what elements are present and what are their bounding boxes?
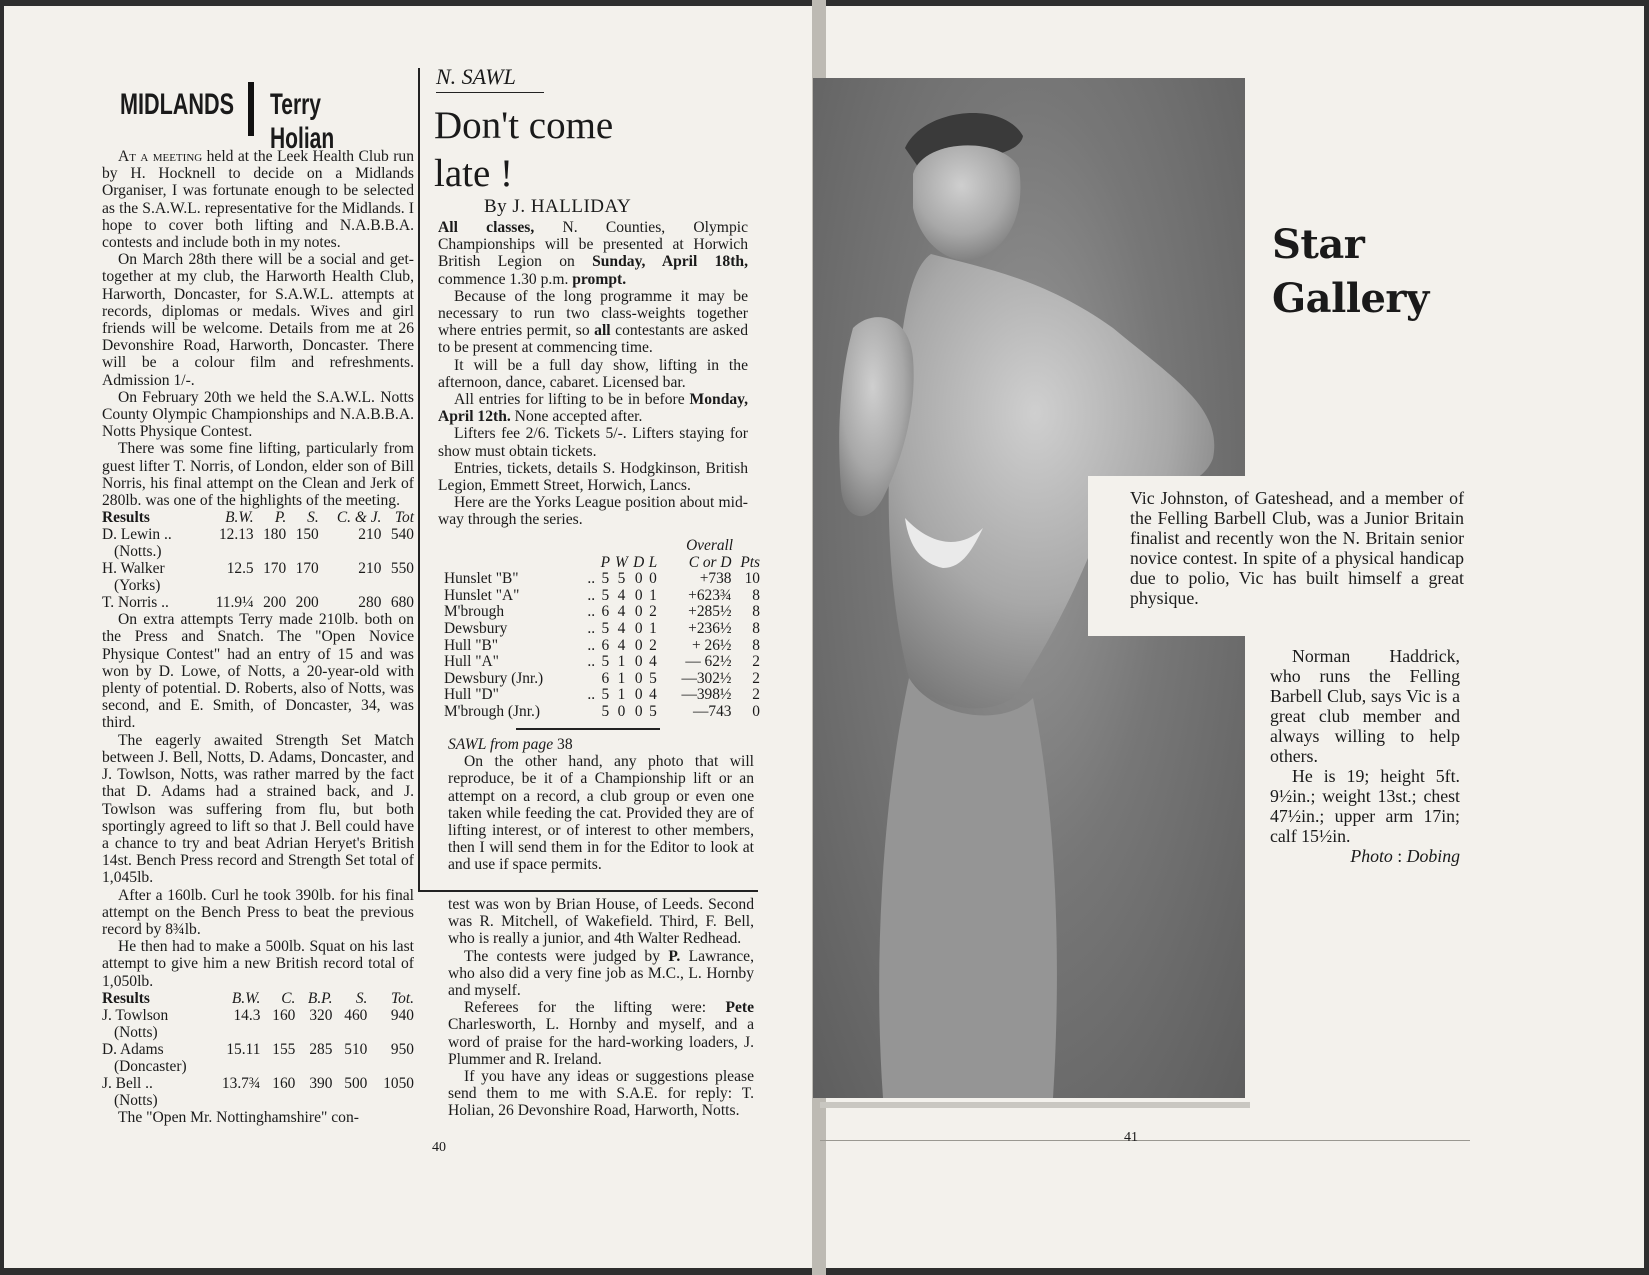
- league-row: Hull "A" .. 5 1 0 4 — 62½ 2: [444, 653, 760, 671]
- page-number: 40: [432, 1140, 446, 1155]
- table-row: H. Walker 12.5 170 170 210 550: [102, 560, 414, 578]
- nsawl-p6: Entries, tickets, details S. Hodgkinson, British Legion, Emmett Street, Horwich, Lancs.: [438, 459, 748, 495]
- nsawl-p4: All entries for lifting to be in before Monday, April 12th. None accepted after.: [438, 391, 748, 426]
- nsawl-p3: It will be a full day show, lifting in the afternoon, dance, cabaret. Licensed bar.: [438, 356, 748, 391]
- cont-p1: test was won by Brian House, of Leeds. Second was R. Mitchell, of Wakefield. Third, F. Bell, who is really a junior, and 4th Walter Redhead.: [448, 896, 754, 948]
- cont-p4: If you have any ideas or suggestions please send them to me with S.A.E. for reply: T. Holian, 26 Devonshire Road, Harworth, Notts.: [448, 1068, 754, 1120]
- midlands-p4: There was some fine lifting, particularly from guest lifter T. Norris, of London, elder son of Bill Norris, his final attempt on the Clean and Jerk of 280lb. was one of the highlights of the meeting.: [102, 440, 414, 510]
- table-row-club: (Notts): [114, 1091, 158, 1109]
- results-header-row: Results B.W. P. S. C. & J. Tot: [102, 509, 414, 527]
- figure-head: [913, 145, 1020, 260]
- midlands-header: [120, 82, 420, 155]
- caption-p2: Norman Haddrick, who runs the Felling Barbell Club, says Vic is a great club member and always willing to help others.: [1270, 646, 1460, 766]
- midlands-p1: At a meeting held at the Leek Health Club run by H. Hocknell to decide on a Midlands Organiser, I was fortunate enough to be selected as the S.A.W.L. representative for the Midlands. I hope to cover both lifting and N.A.B.B.A. contests and include both in my notes.: [102, 148, 414, 252]
- byline: By J. HALLIDAY: [484, 196, 632, 217]
- table-row: T. Norris .. 11.9¼ 200 200 280 680: [102, 594, 414, 612]
- sawl-continued: [448, 736, 754, 874]
- league-row: M'brough (Jnr.) 5 0 0 5 —743 0: [444, 702, 760, 720]
- nsawl-p5: Lifters fee 2/6. Tickets 5/-. Lifters staying for show must obtain tickets.: [438, 425, 748, 460]
- midlands-p9: The "Open Mr. Nottinghamshire" con-: [118, 1108, 359, 1126]
- photo-caption-strip: [820, 1102, 1250, 1108]
- caption-continued: [1270, 646, 1460, 866]
- author-name: Terry Holian: [270, 88, 335, 155]
- column-rule: [418, 68, 420, 892]
- page-40: [4, 6, 812, 1268]
- nsawl-column: [438, 219, 748, 529]
- league-row: Dewsbury .. 5 4 0 1 +236½ 8: [444, 619, 760, 637]
- results-header-row: Results B.W. C. B.P. S. Tot.: [102, 989, 414, 1007]
- short-rule: [516, 728, 660, 730]
- table-row: D. Adams 15.11 155 285 510 950: [102, 1040, 414, 1058]
- midlands-column: [102, 148, 414, 1126]
- footer-dots: [820, 1140, 1470, 1141]
- league-row: Dewsbury (Jnr.) 6 1 0 5 —302½ 2: [444, 669, 760, 687]
- photo-credit: Photo : Dobing: [1350, 846, 1460, 866]
- league-row: Hunslet "A" .. 5 4 0 1 +623¾ 8: [444, 586, 760, 604]
- caption-p1: Vic Johnston, of Gateshead, and a member of the Felling Barbell Club, was a Junior Britain finalist and recently won the N. Britain senior novice contest. In spite of a physical handicap due to polio, Vic has built himself a great physique.: [1130, 488, 1464, 608]
- section-title: MIDLANDS: [120, 88, 234, 121]
- kicker-underline: [436, 92, 544, 93]
- nsawl-p1: All classes, N. Counties, Olympic Championships will be presented at Horwich British Legion on Sunday, April 18th, commence 1.30 p.m. prompt.: [438, 219, 748, 288]
- results-table-1: [102, 509, 414, 611]
- gallery-title: Star Gallery: [1272, 221, 1429, 322]
- nsawl-p7: Here are the Yorks League position about mid-way through the series.: [438, 494, 748, 529]
- league-row: Hull "D" .. 5 1 0 4 —398½ 2: [444, 686, 760, 704]
- kicker: N. SAWL: [436, 64, 516, 89]
- league-table: [444, 538, 760, 721]
- sawl-cont-p1: On the other hand, any photo that will reproduce, be it of a Championship lift or an attempt on a record, a club group or even one taken while feeding the cat. Provided they are of lifting interest, or of interest to other members, then I will send them in for the Editor to look at and use if space permits.: [448, 753, 754, 874]
- results-table-2: [102, 990, 414, 1109]
- midlands-p3: On February 20th we held the S.A.W.L. Notts County Olympic Championships and N.A.B.B.A. Notts Physique Contest.: [102, 388, 414, 441]
- table-row-club: (Notts): [114, 1023, 158, 1041]
- midlands-p2: On March 28th there will be a social and get-together at my club, the Harworth Health Club, Harworth, Doncaster, for S.A.W.L. attempts at records, diplomas or medals. Wives and girl friends will be welcome. Details from me at 26 Devonshire Road, Harworth, Doncaster. There will be a colour film and refreshments. Admission 1/-.: [102, 251, 414, 389]
- cont-p3: Referees for the lifting were: Pete Charlesworth, L. Hornby and myself, and a word of praise for the hard-working loaders, J. Plummer and R. Ireland.: [448, 999, 754, 1068]
- article-title: Don't come late !: [434, 104, 614, 195]
- box-rule-bottom: [420, 890, 758, 892]
- header-divider: [248, 82, 254, 136]
- figure-legs: [879, 678, 1057, 1098]
- midlands-p6: The eagerly awaited Strength Set Match between J. Bell, Notts, D. Adams, Doncaster, and J. Towlson, Notts, was rather marred by the fact that D. Adams had a strained back, and J. Towlson was suffering from flu, but both sportingly agreed to lift so that J. Bell could have a chance to try and beat Adrian Heryet's British 14st. Bench Press record and Strength Set total of 1,045lb.: [102, 731, 414, 887]
- page-number-right: 41: [1124, 1130, 1138, 1145]
- midlands-p7: After a 160lb. Curl he took 390lb. for his final attempt on the Bench Press to beat the previous record by 8¾lb.: [102, 886, 414, 938]
- cont-p2: The contests were judged by P. Lawrance, who also did a very fine job as M.C., L. Hornby and myself.: [448, 947, 754, 1000]
- midlands-p5: On extra attempts Terry made 210lb. both on the Press and Snatch. The "Open Novice Physique Contest" had an entry of 15 and was won by D. Lowe, of Notts, a 20-year-old with plenty of potential. D. Roberts, also of Notts, was second, and E. Smith, of Doncaster, 34, was third.: [102, 611, 414, 732]
- caption-p3: He is 19; height 5ft. 9½in.; weight 13st.; chest 47½in.; upper arm 17in; calf 15½in.: [1270, 766, 1460, 846]
- table-row-club: (Doncaster): [114, 1057, 187, 1075]
- table-row-club: (Yorks): [114, 577, 161, 595]
- table-row: J. Towlson 14.3 160 320 460 940: [102, 1006, 414, 1024]
- lead-caps: At a meeting: [118, 148, 203, 165]
- table-row-club: (Notts.): [114, 543, 162, 561]
- midlands-p8: He then had to make a 500lb. Squat on his last attempt to give him a new British record total of 1,050lb.: [102, 938, 414, 990]
- midlands-continued: [448, 896, 754, 1120]
- nsawl-p2: Because of the long programme it may be necessary to run two class-weights together where entries permit, so all contestants are asked to be present at commencing time.: [438, 287, 748, 357]
- league-row: Hunslet "B" .. 5 5 0 0 +738 10: [444, 570, 760, 588]
- league-row: M'brough .. 6 4 0 2 +285½ 8: [444, 603, 760, 621]
- league-overall-row: Overall: [686, 537, 734, 554]
- league-row: Hull "B" .. 6 4 0 2 + 26½ 8: [444, 636, 760, 654]
- league-header-row: P W D L C or D Pts: [600, 553, 760, 571]
- table-row: J. Bell .. 13.7¾ 160 390 500 1050: [102, 1074, 414, 1092]
- sawl-cont-label: SAWL from page 38: [448, 736, 573, 753]
- table-row: D. Lewin .. 12.13 180 150 210 540: [102, 526, 414, 544]
